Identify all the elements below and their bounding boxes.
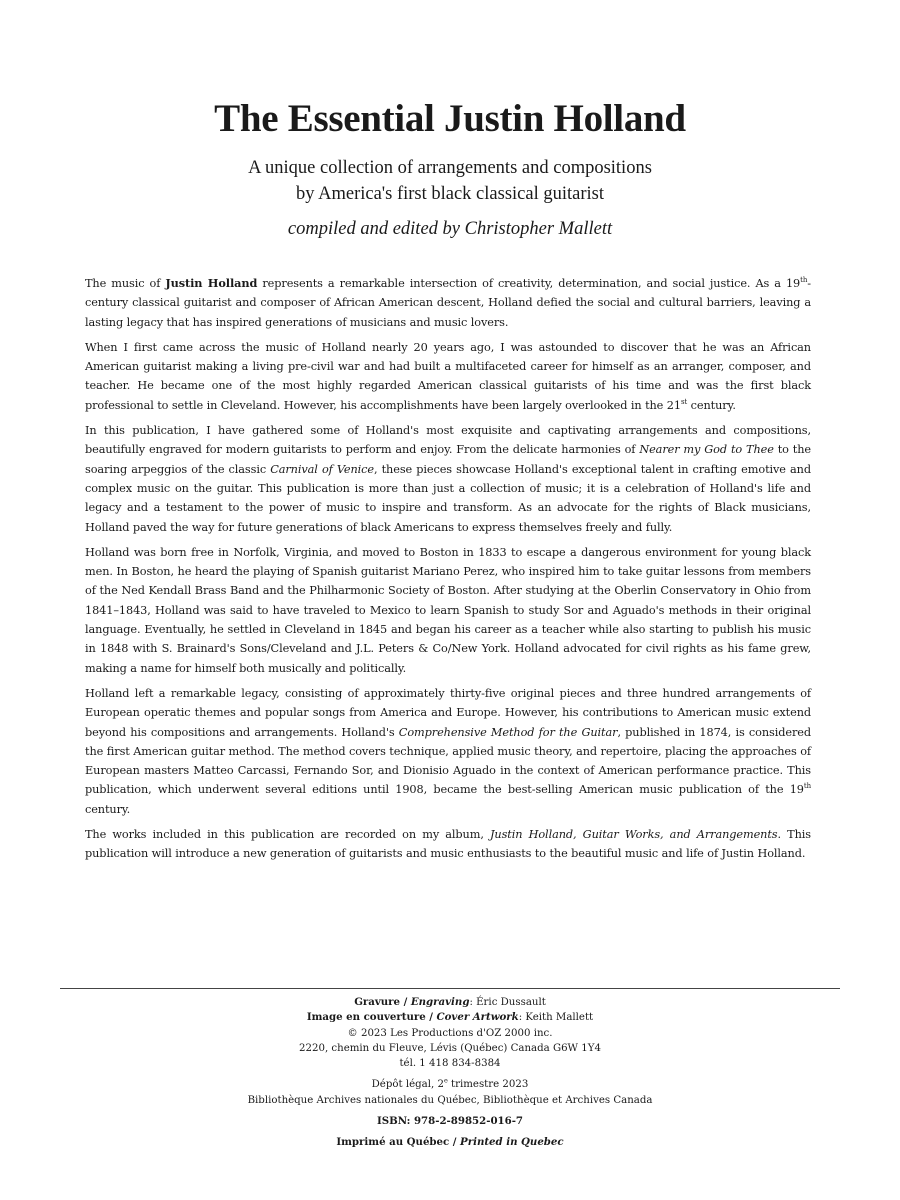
text-run: When I first came across the music of Holland nearly 20 years ago, I was astounded to discover that he was an African American guitarist making a living pre-civil war and had built a multifaceted career for himself as an arranger, composer, and teacher. He became one of the most highly regarded American classical guitarists of his time and was the first black professional to settle in Cleveland. However, his accomplishments have been largely overlooked in the 21: [85, 340, 811, 412]
printed-line: [0, 1135, 900, 1150]
legal-deposit-line: [0, 1077, 900, 1092]
engraving-credit: [0, 995, 900, 1010]
paragraph-3: [85, 421, 811, 537]
ordinal-superscript: th: [803, 782, 811, 791]
printed-fr: Imprimé au Québec /: [336, 1136, 461, 1149]
paragraph-2: [85, 338, 811, 415]
isbn-line: [0, 1114, 900, 1129]
paragraph-6: [85, 825, 811, 864]
paragraph-1: [85, 274, 811, 332]
text-run: The music of: [85, 277, 166, 290]
ordinal-superscript: th: [800, 276, 808, 285]
work-title: Comprehensive Method for the Guitar: [398, 725, 618, 739]
label-en: Cover Artwork: [436, 1011, 519, 1024]
credit-value: : Keith Mallett: [518, 1012, 594, 1024]
label-fr: Gravure /: [354, 996, 411, 1008]
label-en: Engraving: [410, 996, 470, 1008]
text-run: In this publication, I have gathered some of Holland's most exquisite and captivating arrangements and compositions, beautifully engraved for modern guitarists to perform and enjoy. From the delicate harmonies of: [85, 424, 811, 457]
paragraph-4: Holland was born free in Norfolk, Virginia, and moved to Boston in 1833 to escape a dangerous environment for young black men. In Boston, he heard the playing of Spanish guitarist Mariano Perez, who inspired him to take guitar lessons from members of the Ned Kendall Brass Band and the Philharmonic Society of Boston. After studying at the Oberlin Conservatory in Ohio from 1841–1843, Holland was said to have traveled to Mexico to learn Spanish to study Sor and Aguado's methods in their original language. Eventually, he settled in Cleveland in 1845 and began his career as a teacher while also starting to publish his music in 1848 with S. Brainard's Sons/Cleveland and J.L. Peters & Co/New York. Holland advocated for civil rights as his fame grew, making a name for himself both musically and politically.: [85, 545, 811, 675]
library-line: Bibliothèque Archives nationales du Québec, Bibliothèque et Archives Canada: [247, 1094, 653, 1106]
printed-en: Printed in Quebec: [460, 1136, 564, 1149]
cover-credit: [0, 1010, 900, 1025]
subtitle-line-2: by America's first black classical guitarist: [296, 184, 604, 204]
text-run: Dépôt légal, 2: [371, 1079, 444, 1091]
text-run: century.: [687, 398, 736, 412]
composer-name: Justin Holland: [165, 276, 258, 290]
text-run: trimestre 2023: [447, 1079, 529, 1091]
subtitle-line-1: A unique collection of arrangements and compositions: [248, 158, 652, 178]
work-title: Nearer my God to Thee: [639, 443, 774, 457]
text-run: represents a remarkable intersection of creativity, determination, and social justice. As a 19: [257, 277, 801, 290]
phone-line: tél. 1 418 834-8384: [399, 1058, 501, 1070]
text-run: , published in 1874, is considered the first American guitar method. The method covers technique, applied music theory, and repertoire, placing the approaches of European masters Matteo Carcassi, Fernando Sor, and Dionisio Aguado in the context of American performance practice. This publication, which underwent several editions until 1908, became the best-selling American music publication of the 19: [85, 725, 811, 797]
text-run: to the soaring arpeggios of the classic: [85, 443, 811, 476]
credits-block: [0, 995, 900, 1151]
ordinal-superscript: e: [443, 1077, 448, 1086]
text-run: The works included in this publication are recorded on my album,: [85, 828, 490, 842]
subtitle: [0, 155, 900, 207]
compiler-credit: compiled and edited by Christopher Mallett: [287, 219, 613, 239]
text-run: . This publication will introduce a new generation of guitarists and music enthusiasts to the beautiful music and life of Justin Holland.: [85, 828, 811, 861]
label-fr: Image en couverture /: [306, 1011, 437, 1024]
paragraph-5: [85, 684, 811, 819]
text-run: Holland left a remarkable legacy, consisting of approximately thirty-five original pieces and three hundred arrangements of European operatic themes and popular songs from America and Europe. However, his contributions to American music extend beyond his compositions and arrangements. Holland's: [85, 686, 811, 739]
isbn: ISBN: 978-2-89852-016-7: [376, 1115, 524, 1128]
address-line: 2220, chemin du Fleuve, Lévis (Québec) Canada G6W 1Y4: [299, 1042, 601, 1054]
work-title: Carnival of Venice: [270, 462, 374, 476]
text-run: , these pieces showcase Holland's exceptional talent in crafting emotive and complex music on the guitar. This publication is more than just a collection of music; it is a celebration of Holland's life and legacy and a testament to the power of music to inspire and transform. As an advocate for the rights of Black musicians, Holland paved the way for future generations of black Americans to express themselves freely and fully.: [85, 462, 811, 534]
body-text: [85, 274, 811, 870]
divider: [60, 988, 840, 989]
copyright-line: © 2023 Les Productions d'OZ 2000 inc.: [347, 1027, 553, 1039]
album-title: Justin Holland, Guitar Works, and Arrangements: [490, 828, 778, 842]
text-run: -century classical guitarist and composer of African American descent, Holland defied the social and cultural barriers, leaving a lasting legacy that has inspired generations of musicians and music lovers.: [85, 277, 811, 329]
text-run: century.: [85, 802, 131, 816]
page-title: The Essential Justin Holland: [214, 97, 686, 140]
credit-value: : Éric Dussault: [469, 997, 546, 1008]
ordinal-superscript: st: [680, 398, 688, 407]
